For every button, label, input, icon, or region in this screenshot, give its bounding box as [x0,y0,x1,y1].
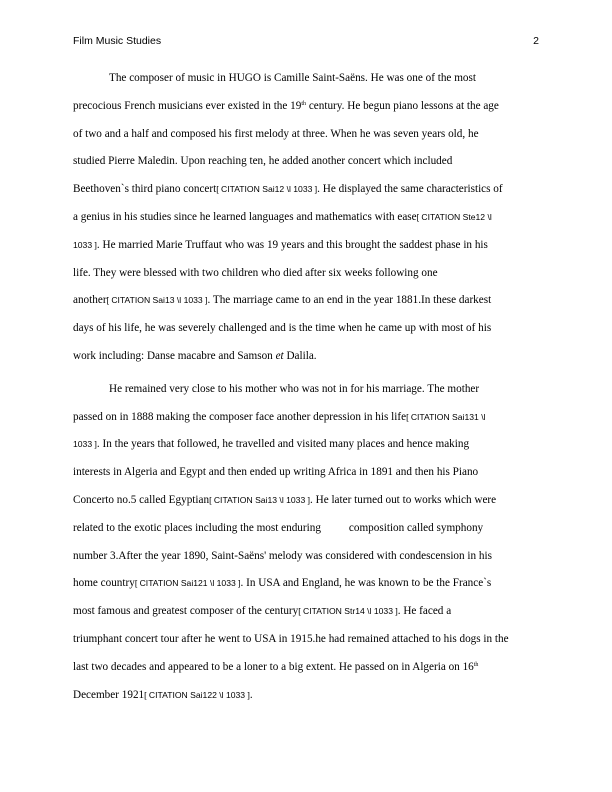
superscript: th [301,100,307,107]
italic-word: et [275,349,284,362]
text-line: triumphant concert tour after he went to USA in 1915.he had remained attached to his dogs in the [73,632,509,645]
text-line: Beethoven`s third piano concert[ CITATION Sai12 \l 1033 ]. He displayed the same characteristics of [73,183,503,196]
text-line: days of his life, he was severely challenged and is the time when he came up with most of his [73,322,492,335]
text-line: of two and a half and composed his first melody at three. When he was seven years old, he [73,127,479,140]
citation-field: 1033 ] [73,439,97,450]
text-line: work including: Danse macabre and Samson et Dalila. [73,349,317,362]
text-line: most famous and greatest composer of the century[ CITATION Str14 \l 1033 ]. He faced a [73,605,452,618]
text-line: home country[ CITATION Sai121 \l 1033 ]. In USA and England, he was known to be the France`s [73,577,492,590]
text-line: last two decades and appeared to be a loner to a big extent. He passed on in Algeria on 16th [73,660,479,673]
superscript: th [473,661,479,668]
citation-field: [ CITATION Sai122 \l 1033 ] [144,689,250,700]
text-line: related to the exotic places including the most enduring composition called symphony [73,521,484,534]
citation-field: [ CITATION Ste12 \l [416,211,492,222]
text-line: life. They were blessed with two children who died after six weeks following one [73,266,438,279]
citation-field: [ CITATION Sai131 \l [406,411,486,422]
text-line: passed on in 1888 making the composer face another depression in his life[ CITATION Sai131 \l [73,410,486,423]
citation-field: [ CITATION Sai12 \l 1033 ] [216,184,318,195]
running-head-title: Film Music Studies [73,35,162,47]
paragraph-1 [73,68,541,374]
text-line: 1033 ]. He married Marie Truffaut who was 19 years and this brought the saddest phase in his [73,238,488,251]
citation-field: [ CITATION Sai13 \l 1033 ] [209,494,311,505]
text-line: December 1921[ CITATION Sai122 \l 1033 ]. [73,688,253,701]
citation-field: 1033 ] [73,239,97,250]
text-line: The composer of music in HUGO is Camille Saint-Saëns. He was one of the most [109,72,476,84]
citation-field: [ CITATION Sai13 \l 1033 ] [106,295,208,306]
page-header [73,35,539,51]
citation-field: [ CITATION Str14 \l 1033 ] [298,606,398,617]
text-line: 1033 ]. In the years that followed, he travelled and visited many places and hence making [73,438,470,451]
text-line: another[ CITATION Sai13 \l 1033 ]. The marriage came to an end in the year 1881.In these darkest [73,294,492,307]
text-line: Concerto no.5 called Egyptian[ CITATION Sai13 \l 1033 ]. He later turned out to works which were [73,493,497,506]
text-line: a genius in his studies since he learned languages and mathematics with ease[ CITATION Ste12 \l [73,210,492,223]
citation-field: [ CITATION Sai121 \l 1033 ] [134,578,241,589]
text-line: number 3.After the year 1890, Saint-Saëns' melody was considered with condescension in his [73,549,492,562]
text-line: He remained very close to his mother who was not in for his marriage. The mother [109,382,480,395]
text-line: studied Pierre Maledin. Upon reaching ten, he added another concert which included [73,155,453,168]
paragraph-2 [73,379,541,713]
page-number: 2 [533,35,539,47]
document-body [73,68,541,712]
text-line: precocious French musicians ever existed in the 19th century. He begun piano lessons at the age [73,99,499,112]
text-line: interests in Algeria and Egypt and then ended up writing Africa in 1891 and then his Piano [73,466,479,479]
